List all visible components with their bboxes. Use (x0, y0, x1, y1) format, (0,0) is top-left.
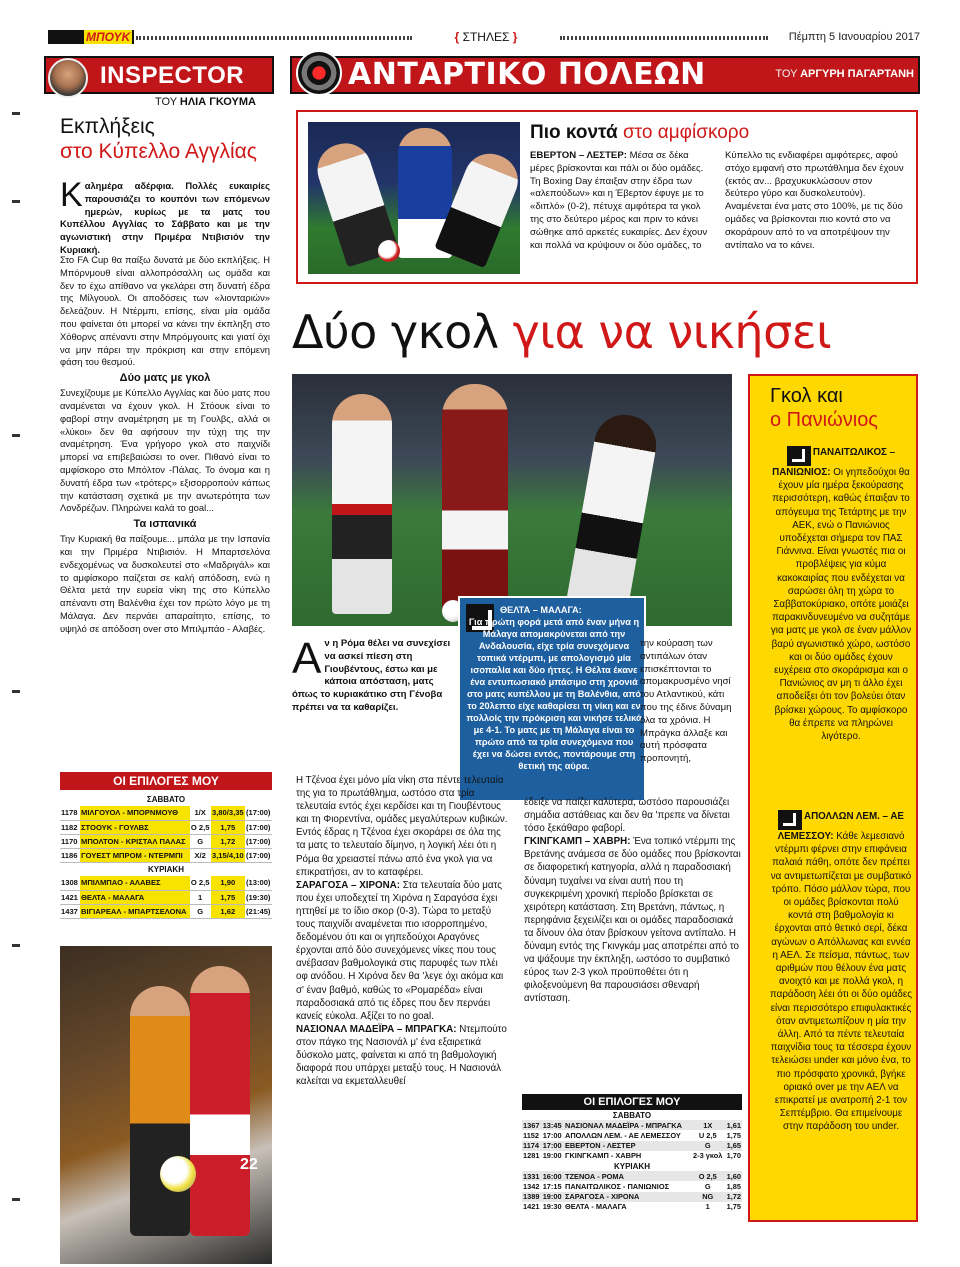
pick-time: 17:00 (542, 1141, 562, 1151)
arrow-icon (787, 446, 811, 466)
match-label: ΑΠΟΛΛΩΝ ΛΕΜ. – ΑΕ ΛΕΜΕΣΣΟΥ: (777, 811, 904, 842)
pick-odds: 1,75 (211, 890, 245, 904)
sidebar-text-2 (770, 810, 912, 1134)
match-photo (60, 946, 272, 1264)
player-figure (442, 384, 508, 614)
pick-code: 1174 (523, 1141, 540, 1151)
intro-text: αλημέρα αδέρφια. Πολλές ευκαιρίες παρουσιάζει το κουπόνι των επόμενων ημερών, κυρίως με τα ματς του Κυπέλλου Αγγλίας το Σάββατο και με την αγωνιστική στην Πριμέρα Ντιβισιόν την Κυριακή. (60, 180, 270, 255)
pick-bet: 1 (190, 890, 211, 904)
antartiko-title: ΑΝΤΑΡΤΙΚΟ ΠΟΛΕΩΝ (348, 57, 706, 92)
pick-match: ΣΤΟΟΥΚ - ΓΟΥΛΒΣ (80, 820, 190, 834)
match-label: ΓΚΙΝΓΚΑΜΠ – ΧΑΒΡΗ: (524, 836, 631, 848)
pick-odds: 1,65 (726, 1141, 741, 1151)
picks-title: ΟΙ ΕΠΙΛΟΓΕΣ ΜΟΥ (522, 1094, 742, 1110)
subheading: Δύο ματς με γκολ (119, 372, 211, 385)
paragraph-text: Στα τελευταία δύο ματς που έχει υποδεχτεί τη Χιρόνα η Σαραγόσα έχει ηττηθεί με το ίδιο σκορ (0-3). Τώρα το μεταξύ τους παιχνίδι αναμένεται πιο ισορροπημένο, δεδομένου ότι και οι γηπεδούχοι Αραγόνες έρχονται από δύο συνεχόμενες νίκες που τους ανέβασαν βαθμολογικά στις παρυφές των πλέι οφ ανόδου. Η Χιρόνα δεν θα 'λεγε όχι ακόμα και σ' έναν βαθμό, καθώς το «Ρομαρέδα» είναι παραδοσιακά από τις έδρες που δεν περνάει κανείς εύκολα. Αξίζει το no goal. (296, 879, 504, 1022)
pick-bet: X/2 (190, 848, 211, 862)
pick-bet: O 2,5 (190, 820, 211, 834)
pick-code: 1178 (60, 806, 80, 820)
pick-odds: 1,72 (726, 1192, 741, 1202)
table-row (60, 890, 272, 904)
margin-mark (12, 112, 20, 115)
pick-time: (17:00) (245, 834, 272, 848)
player-figure (565, 410, 661, 618)
main-headline (292, 306, 922, 358)
margin-mark (12, 200, 20, 203)
byline-name: ΗΛΙΑ ΓΚΟΥΜΑ (179, 96, 256, 108)
player-figure (190, 966, 250, 1236)
picks-title: ΟΙ ΕΠΙΛΟΓΕΣ ΜΟΥ (60, 772, 272, 790)
table-row (60, 806, 272, 820)
player-figure (130, 986, 190, 1236)
arrow-icon (778, 810, 802, 830)
player-figure (332, 394, 392, 614)
header-rule-right (560, 36, 768, 40)
inspector-column (44, 56, 274, 1216)
headline-line-2: στο Κύπελλο Αγγλίας (60, 140, 257, 163)
table-row (522, 1171, 742, 1181)
pick-bet: G (704, 1141, 711, 1151)
author-avatar (48, 58, 88, 98)
day-row (60, 862, 272, 876)
pick-code: 1342 (523, 1181, 540, 1191)
match-label: ΝΑΣΙΟΝΑΛ ΜΑΔΕΪΡΑ – ΜΠΡΑΓΚΑ: (296, 1023, 457, 1035)
pick-bet: 2-3 γκολ (693, 1151, 723, 1161)
pick-time: (21:45) (245, 904, 272, 918)
headline-line-1: Εκπλήξεις (60, 115, 155, 138)
pick-time: (19:30) (245, 890, 272, 904)
sidebar-title (770, 384, 878, 432)
feature-photo (308, 122, 520, 274)
table-row (522, 1202, 742, 1212)
pick-code: 1421 (60, 890, 80, 904)
section-tag (418, 28, 554, 46)
article-column-1 (296, 774, 512, 1088)
sidebar-text-1 (770, 446, 912, 743)
sidebar-paragraph: Κάθε λεμεσιανό ντέρμπι φέρνει στην επιφάνεια παλαιά πάθη, οπότε δεν πρέπει να αντιμετωπίζεται με συμβατικό τρόπο. Πόσο μάλλον τώρα, που οι ομάδες βρίσκονται πολύ κοντά στη βαθμολογία κι έρχονται από θετικό σερί, δέκα αγώνων ο Απόλλωνας και εννέα η ΑΕΛ. Σε πείσμα, πάντως, των αριθμών που θέλουν ένα ματς ανοιχτό και με πολλά γκολ, η παράδοση λέει ότι οι δύο ομάδες είναι περισσότερο επιφυλακτικές όταν αντιμετωπίζουν η μία την άλλη. (770, 831, 912, 1041)
callout-lead: ΘΕΛΤΑ – ΜΑΛΑΓΑ: (500, 605, 582, 615)
pick-match: ΜΠΙΛΜΠΑΟ - ΑΛΑΒΕΣ (80, 876, 190, 890)
paragraph (296, 1023, 512, 1088)
inspector-headline (60, 114, 270, 164)
pick-odds: 1,75 (726, 1202, 741, 1212)
pick-odds: 3,15/4,10 (211, 848, 245, 862)
table-row (60, 820, 272, 834)
paragraph: έδειξε να παίζει καλύτερα, ωστόσο παρουσιάζει σημάδια αστάθειας και δεν θα 'πρεπε να δίνεται τόσο ξεκάθαρο φαβορί. (524, 797, 730, 835)
paragraph: Την Κυριακή θα παίξουμε... μπάλα με την Ισπανία και την Πριμέρα Ντιβισιόν. Η Μπαρτσελόνα ενδεχομένως να δυσκολευτεί στο «Μαδριγάλ» και το αμφίσκορο παίζεται σε καλή απόδοση, ενώ η Θέλτα μετά την ευρεία νίκη της στο Κύπελλο απέναντι στη Βαλένθια έχει τον πρώτο λόγο με τη Μάλαγα. Δεν περνάει απαραίτητο, επίσης, το υψηλό σε απόδοση over στο Μπιλμπάο - Αλαβές. (60, 533, 270, 634)
pick-code: 1331 (523, 1171, 540, 1181)
table-row (522, 1130, 742, 1140)
publication-date: Πέμπτη 5 Ιανουαρίου 2017 (788, 31, 920, 43)
paragraph: Στο FA Cup θα παίξω δυνατά με δύο εκπλήξεις. Η Μπόρνμουθ είναι αλλοπρόσαλλη ως ομάδα και δεν το έχω απίθανο να γκελάρει στη δυνατή έδρα της Μίλγουολ. Οι αποδόσεις των «λιονταριών» δελεάζουν. Η Ντέρμπι, επίσης, είναι μία ομάδα που φαίνεται ότι μπορεί να κάνει την έκπληξη στο Χόθορνς απέναντι στην Μπρόμγουιτς και γιατί όχι να μην πάρει την πρόκριση και στην επόμενη φάση του θεσμού. (60, 254, 270, 368)
pick-match: ΠΑΝΑΙΤΩΛΙΚΟΣ - ΠΑΝΙΩΝΙΟΣ (565, 1181, 670, 1191)
pick-time: 19:00 (542, 1151, 562, 1161)
pick-odds: 1,90 (211, 876, 245, 890)
paragraph-text: Ντεμπούτο στον πάγκο της Νασιονάλ μ' ένα εξαιρετικά δύσκολο ματς, φαίνεται κι από τη βαθμολογική διαφορά που υπάρχει μεταξύ τους. Η Νασιονάλ καλείται να εκμεταλλευθεί (296, 1023, 507, 1088)
pick-odds: 1,70 (726, 1151, 741, 1161)
pick-odds: 1,72 (211, 834, 245, 848)
day-row (522, 1110, 742, 1120)
sidebar-paragraph: Από τα πέντε τελευταία παιχνίδια τους τα τέσσερα έχουν τελειώσει under και μόνο ένα, το πιο πρόσφατο χρονικά, βγήκε οριακό over με την ΑΕΛ να επικρατεί με ανατροπή 2-1 τον Σεπτέμβριο. Θα επιμείνουμε στην παράδοση του under. (770, 1029, 912, 1133)
pick-odds: 1,60 (726, 1171, 741, 1181)
pick-odds: 1,75 (726, 1130, 741, 1140)
callout-box (458, 596, 646, 802)
shirt-number: 22 (240, 1156, 258, 1173)
sidebar-paragraph: Είναι γνωστές πια οι προβλέψεις για κύμα κακοκαιρίας που ενδέχεται να σαρώσει όλη τη χώρα το Σαββατοκύριακο, οπότε μοιάζει παρακινδυνευμένο να συζητάμε για ματς με γκολ σε έναν μάλλον βαρύ αγωνιστικό χώρο, ωστόσο και οι δύο ομάδες έχουν ευχέρεια στο σκοράρισμα και ο Πανιώνιος αν μη τι άλλο έχει αποδείξει ότι τον βολεύει όταν βρίσκει χώρους. Το αμφίσκορο θα έπρεπε να πληρώνει λιγότερο. (770, 546, 912, 743)
pick-bet: G (190, 834, 211, 848)
day-label: ΣΑΒΒΑΤΟ (612, 1110, 652, 1120)
margin-mark (12, 944, 20, 947)
pick-code: 1421 (523, 1202, 540, 1212)
drop-cap: Κ (60, 176, 83, 214)
main-headline-black: Δύο γκολ (292, 305, 513, 359)
pick-time: 19:30 (542, 1202, 562, 1212)
inspector-body (60, 254, 270, 636)
article-continued: την κούραση των αντιπάλων όταν επισκέπτονται το απομακρυσμένο νησί του Ατλαντικού, κάτι που της έδινε δύναμη όλα τα χρόνια. Η Μπράγκα άλλαξε και αυτή πρόσφατα προπονητή, (640, 638, 732, 765)
feature-title-bold: Πιο κοντά (530, 122, 618, 143)
pick-bet: 1X (703, 1120, 713, 1130)
pick-bet: O 2,5 (698, 1171, 717, 1181)
pick-time: (17:00) (245, 806, 272, 820)
callout-body: Για πρώτη φορά μετά από έναν μήνα η Μάλαγα απομακρύνεται από την Ανδαλουσία, είχε τρία συνεχόμενα τοπικά ντέρμπι, με απολογισμό μία ισοπαλία και δύο ήττες. Η Θέλτα έκανε ένα εντυπωσιακό μπάσιμο στη χρονιά στο ματς κυπέλλου με τη Βαλένθια, από το 20λεπτο είχε καθαρίσει τη νίκη και εν πολλοίς την πρόκριση και νικήσε τελικά με 4-1. Το ματς με τη Μάλαγα είναι το πρώτο από τα τρία συνεχόμενα που έχει να δώσει εντός, ποντάρουμε στη θετική της αύρα. (466, 617, 642, 771)
pick-match: ΕΒΕΡΤΟΝ - ΛΕΣΤΕΡ (565, 1141, 636, 1151)
pick-bet: 1 (705, 1202, 710, 1212)
main-headline-red: για να νικήσει (512, 305, 832, 359)
pick-bet: G (704, 1181, 711, 1191)
section-label: ΣΤΗΛΕΣ (462, 30, 510, 44)
pick-match: ΜΠΟΛΤΟΝ - ΚΡΙΣΤΑΛ ΠΑΛΑΣ (80, 834, 190, 848)
pick-time: 16:00 (542, 1171, 562, 1181)
pick-match: ΘΕΛΤΑ - ΜΑΛΑΓΑ (565, 1202, 627, 1212)
sidebar-title-1: Γκολ και (770, 385, 843, 407)
table-row (60, 876, 272, 890)
paragraph-text: Ένα τοπικό ντέρμπι της Βρετάνης ανάμεσα σε δύο ομάδες που βρίσκονται σε διαφορετική κατηγορία, αλλά η παραδοσιακή δύναμη τυχαίνει να είναι αυτή που τη συγκεκριμένη χρονική περίοδο βρίσκεται σε χειρότερη κατάσταση. Στη Βρετάνη, πάντως, η περηφάνια ξεχειλίζει και οι ομάδες παραδοσιακά τα δίνουν όλα όταν βρίσκουν γείτονα αντίπαλο. Η δύναμη εντός της Γκινγκάμ μας αποτρέπει από το να ψάξουμε την έκπληξη, ωστόσο το συμβατικό εύρος των 2-3 γκολ προϋποθέτει ότι η φιλοξενούμενη θα παρουσιάσει σθεναρή αντίσταση. (524, 836, 741, 1005)
pick-bet: G (190, 904, 211, 918)
inspector-title: INSPECTOR (100, 62, 245, 89)
byline-name: ΑΡΓΥΡΗ ΠΑΓΑΡΤΑΝΗ (800, 68, 914, 80)
pick-code: 1281 (523, 1151, 540, 1161)
pick-code: 1170 (60, 834, 80, 848)
pick-bet: NG (702, 1192, 714, 1202)
bracket-close: } (512, 30, 518, 44)
pick-bet: U 2,5 (698, 1130, 717, 1140)
pick-bet: O 2,5 (190, 876, 211, 890)
publication-logo: ΜΠΟΥΚ (86, 30, 131, 44)
pick-match: ΝΑΣΙΟΝΑΛ ΜΑΔΕΪΡΑ - ΜΠΡΑΓΚΑ (565, 1120, 682, 1130)
feature-lead: ΕΒΕΡΤΟΝ – ΛΕΣΤΕΡ: (530, 150, 627, 161)
pick-time: 13:45 (542, 1120, 562, 1130)
pick-code: 1367 (523, 1120, 540, 1130)
antartiko-byline (775, 68, 914, 80)
byline-prefix: ΤΟΥ (775, 68, 798, 80)
pick-odds: 1,85 (726, 1181, 741, 1191)
pick-match: ΘΕΛΤΑ - ΜΑΛΑΓΑ (80, 890, 190, 904)
drop-cap: Α (292, 634, 322, 683)
pick-code: 1308 (60, 876, 80, 890)
pick-time: (17:00) (245, 848, 272, 862)
pick-code: 1182 (60, 820, 80, 834)
day-label: ΚΥΡΙΑΚΗ (613, 1161, 650, 1171)
main-photo (292, 374, 732, 626)
table-row (60, 834, 272, 848)
day-label: ΚΥΡΙΑΚΗ (147, 864, 184, 874)
sidebar-box (748, 374, 918, 1222)
paragraph (524, 835, 742, 1005)
article-lead (292, 634, 458, 715)
feature-body: Μέσα σε δέκα μέρες βρίσκονται και πάλι οι δύο ομάδες. Τη Boxing Day έπαιξαν στην έδρα των «αλεπούδων» και η Έβερτον έφυγε με το «διπλό» (0-2), πέτυχε αμφότερα τα γκολ της στο δεύτερο μέρος και πριν το κάνει σώθηκε από αρκετές ευκαιρίες. Δεν έχουν και πολλά να κρύψουν οι δύο ομάδες, το Κύπελλο τις ενδιαφέρει αμφότερες, αφού στόχο εμφανή στο πρωτάθλημα δεν έχουν (εκτός αν... βραχυκυκλώσουν στον δεύτερο γύρο και δυσκολευτούν). Αναμένεται ένα ματς στο 100%, με τις δύο ομάδες να βρίσκονται πιο κοντά στο να σκοράρουν από το να αποτρέψουν την αντίπαλο να το κάνει. (530, 150, 904, 251)
day-row (60, 792, 272, 806)
table-row (522, 1151, 742, 1161)
feature-text (530, 150, 906, 252)
picks-table (60, 792, 272, 919)
callout-text (466, 604, 642, 772)
subheading: Τα ισπανικά (133, 518, 197, 531)
byline-prefix: ΤΟΥ (154, 96, 177, 108)
day-label: ΣΑΒΒΑΤΟ (146, 794, 186, 804)
table-row (60, 904, 272, 918)
header-rule-left (136, 36, 412, 40)
bracket-open: { (454, 30, 460, 44)
ball-icon (160, 1156, 196, 1192)
pick-match: ΓΟΥΕΣΤ ΜΠΡΟΜ - ΝΤΕΡΜΠΙ (80, 848, 190, 862)
table-row (522, 1141, 742, 1151)
paragraph (296, 879, 512, 1023)
picks-table (522, 1110, 742, 1212)
margin-mark (12, 690, 20, 693)
pick-match: ΒΙΓΙΑΡΕΑΛ - ΜΠΑΡΤΣΕΛΟΝΑ (80, 904, 190, 918)
pick-code: 1152 (523, 1130, 540, 1140)
article-lead-text: ν η Ρόμα θέλει να συνεχίσει να ασκεί πίεση στη Γιουβέντους, έστω και με κάποια απόσταση, ματς όπως το κυριακάτικο στη Γένοβα πρέπει να τα καθαρίζει. (292, 638, 451, 713)
margin-mark (12, 1198, 20, 1201)
paragraph: Συνεχίζουμε με Κύπελλο Αγγλίας και δύο ματς που αναμένεται να έχουν γκολ. Η Στόουκ είναι το φαβορί στην αναμέτρηση με τη Γουλβς, αλλά οι «λύκοι» δεν θα αφήσουν την τύχη της την αναμέτρηση. Ένα γρήγορο γκολ στο παιχνίδι μπορεί να επιβεβαιώσει το over. Πιθανό είναι το αμφίσκορο στο Μπόλτον -Πάλας. Το όνομα και η δυνατή έδρα των «τρότερς» εξισορροπούν κάπως την κατάσταση σχετικά με την ανωτερότητα των Λονδρέζων. Πληρώνει καλά το goal... (60, 387, 270, 514)
pick-odds: 1,75 (211, 820, 245, 834)
target-icon (296, 50, 342, 96)
pick-code: 1437 (60, 904, 80, 918)
inspector-byline (155, 96, 256, 108)
pick-odds: 1,61 (726, 1120, 741, 1130)
inspector-intro (60, 176, 270, 257)
article-column-2 (524, 796, 742, 1006)
pick-match: ΑΠΟΛΛΩΝ ΛΕΜ. - ΑΕ ΛΕΜΕΣΣΟΥ (565, 1130, 681, 1140)
feature-title-red: στο αμφίσκορο (622, 122, 750, 143)
match-label: ΣΑΡΑΓΟΣΑ – ΧΙΡΟΝΑ: (296, 879, 401, 891)
table-row (60, 848, 272, 862)
ball-icon (378, 240, 400, 262)
table-row (522, 1192, 742, 1202)
match-label: ΠΑΝΑΙΤΩΛΙΚΟΣ – ΠΑΝΙΩΝΙΟΣ: (772, 447, 896, 478)
pick-odds: 1,62 (211, 904, 245, 918)
paragraph: Η Τζένοα έχει μόνο μία νίκη στα πέντε τελευταία της για το πρωτάθλημα, ωστόσο στα τρία τελευταία εντός έχει κερδίσει και τη Γιουβέντους και τη Φιορεντίνα, ομάδες μεγαλύτερων κυβικών. Εντός έδρας η Τζένοα έχει σκοράρει σε όλα της τα ματς το τελευταίο δίμηνο, η λογική λέει ότι η Ρόμα θα χρειαστεί πάνω από ένα γκολ για να επικρατήσει, αν το καταφέρει. (296, 775, 508, 878)
pick-time: (17:00) (245, 820, 272, 834)
pick-match: ΣΑΡΑΓΟΣΑ - ΧΙΡΟΝΑ (565, 1192, 640, 1202)
feature-box (296, 110, 918, 284)
sidebar-paragraph: Οι γηπεδούχοι θα έχουν μία ημέρα ξεκούρασης περισσότερη, καθώς έπαιξαν το απόγευμα της Τετάρτης με την ΑΕΚ, ενώ ο Πανιώνιος υποδέχεται σήμερα τον ΠΑΣ Γιάννινα. (772, 467, 910, 558)
pick-time: 19:00 (542, 1192, 562, 1202)
pick-match: ΤΖΕΝΟΑ - ΡΟΜΑ (565, 1171, 624, 1181)
pick-code: 1389 (523, 1192, 540, 1202)
pick-match: ΓΚΙΝΓΚΑΜΠ - ΧΑΒΡΗ (565, 1151, 642, 1161)
pick-code: 1186 (60, 848, 80, 862)
page-header (0, 26, 960, 48)
shirt-number: 29 (210, 1142, 228, 1159)
pick-bet: 1/X (190, 806, 211, 820)
table-row (522, 1181, 742, 1191)
pick-odds: 3,80/3,35 (211, 806, 245, 820)
margin-mark (12, 434, 20, 437)
pick-time: (13:00) (245, 876, 272, 890)
pick-match: ΜΙΛΓΟΥΟΛ - ΜΠΟΡΝΜΟΥΘ (80, 806, 190, 820)
table-row (522, 1120, 742, 1130)
pick-time: 17:00 (542, 1130, 562, 1140)
day-row (522, 1161, 742, 1171)
sidebar-title-2: ο Πανιώνιος (770, 409, 878, 431)
feature-title (530, 122, 749, 144)
pick-time: 17:15 (542, 1181, 562, 1191)
